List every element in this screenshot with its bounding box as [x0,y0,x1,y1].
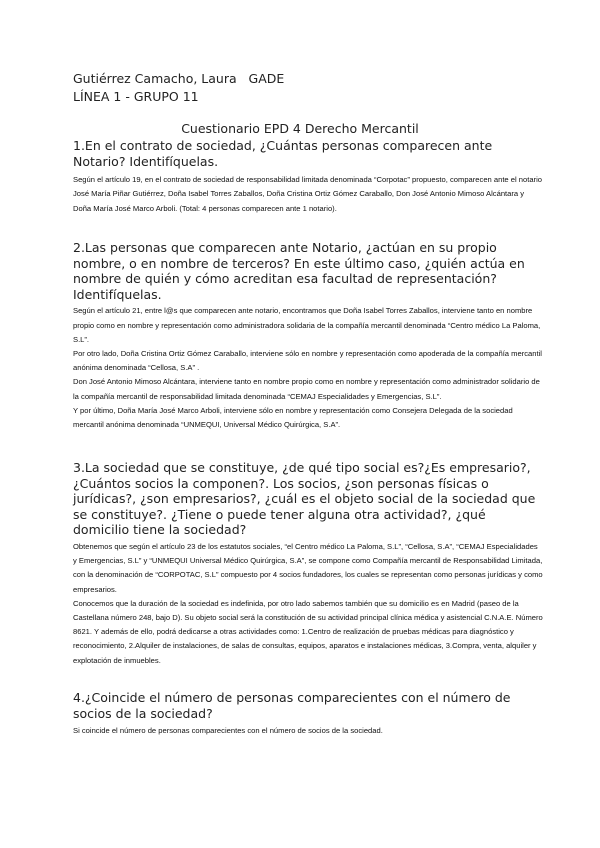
group-line: LÍNEA 1 - GRUPO 11 [73,89,199,104]
answer-2-paragraph-2: Por otro lado, Doña Cristina Ortiz Gómez Caraballo, interviene sólo en nombre y representación como apoderada de la compañía mercantil anónima denominada “Cellosa, S.A” . [73,348,542,373]
question-2: 2.Las personas que comparecen ante Notario, ¿actúan en su propio nombre, o en nombre de terceros? En este último caso, ¿quién actúa en nombre de quién y cómo acreditan esa facultad de representación? Identifíquelas. [73,240,525,302]
question-1: 1.En el contrato de sociedad, ¿Cuántas personas comparecen ante Notario? Identifíquelas. [73,138,493,169]
answer-3-paragraph-1: Obtenemos que según el artículo 23 de los estatutos sociales, “el Centro médico La Paloma, S.L”, “Cellosa, S.A”, “CEMAJ Especialidades y Emergencias, S.L” y “UNMEQUI Universal Médico Quirúrgica, S.A”, se compone como Compañía mercantil de Responsabilidad Limitada, con la denominación de “CORPOTAC, S.L” compuesto por 4 socios fundadores, los cuales se representan como personas jurídicas y como empresarios. [73,541,543,594]
question-4: 4.¿Coincide el número de personas comparecientes con el número de socios de la sociedad? [73,690,511,721]
section-4 [73,690,543,738]
author-line: Gutiérrez Camacho, Laura GADE [73,71,285,86]
section-2 [73,240,543,432]
section-1 [73,138,543,216]
answer-2-paragraph-4: Y por último, Doña María José Marco Arboli, interviene sólo en nombre y representación como Consejera Delegada de la sociedad mercantil anónima denominada “UNMEQUI, Universal Médico Quirúrgica, S.A”. [73,405,513,429]
answer-2-paragraph-1: Según el artículo 21, entre l@s que comparecen ante notario, encontramos que Doña Isabel Torres Zaballos, interviene tanto en nombre propio como en nombre y representación como administradora solidaria de la compañía mercantil denominada “Centro médico La Paloma, S.L”. [73,306,541,344]
answer-4-paragraph: Si coincide el número de personas comparecientes con el número de socios de la sociedad. [73,726,383,736]
answer-3-paragraph-2: Conocemos que la duración de la sociedad es indefinida, por otro lado sabemos también que su domicilio es en Madrid (paseo de la Castellana número 248, bajo D). Su objeto social será la constitución de su actividad principal clínica médica y asistencial C.N.A.E. Número 8621. Y además de ello, podrá dedicarse a otras actividades como: 1.Centro de realización de pruebas médicas para diagnóstico y reconocimiento, 2.Alquiler de instalaciones, de salas de consultas, equipos, aparatos e instalaciones médicas, 3.Compra, venta, alquiler y explotación de inmuebles. [73,598,543,665]
answer-1-paragraph: Según el artículo 19, en el contrato de sociedad de responsabilidad limitada denominada “Corpotac” propuesto, comparecen ante el notario José María Piñar Gutiérrez, Doña Isabel Torres Zaballos, Doña Cristina Ortiz Gómez Caraballo, Don José Antonio Mimoso Alcántara y Doña María José Marco Arboli. (Total: 4 personas comparecen ante 1 notario). [73,175,542,213]
question-3: 3.La sociedad que se constituye, ¿de qué tipo social es?¿Es empresario?, ¿Cuántos socios la componen?. Los socios, ¿son personas físicas o jurídicas?, ¿son empresarios?, ¿cuál es el objeto social de la sociedad que se constituye?. ¿Tiene o puede tener alguna otra actividad?, ¿qué domicilio tiene la sociedad? [73,460,536,538]
document-header [73,70,284,106]
answer-2-paragraph-3: Don José Antonio Mimoso Alcántara, interviene tanto en nombre propio como en nombre y representación como administrador solidario de la compañía mercantil de responsabilidad limitada denominada “CEMAJ Especialidades y Emergencias, S.L”. [73,377,540,401]
document-title: Cuestionario EPD 4 Derecho Mercantil [181,121,419,136]
section-3 [73,460,543,668]
